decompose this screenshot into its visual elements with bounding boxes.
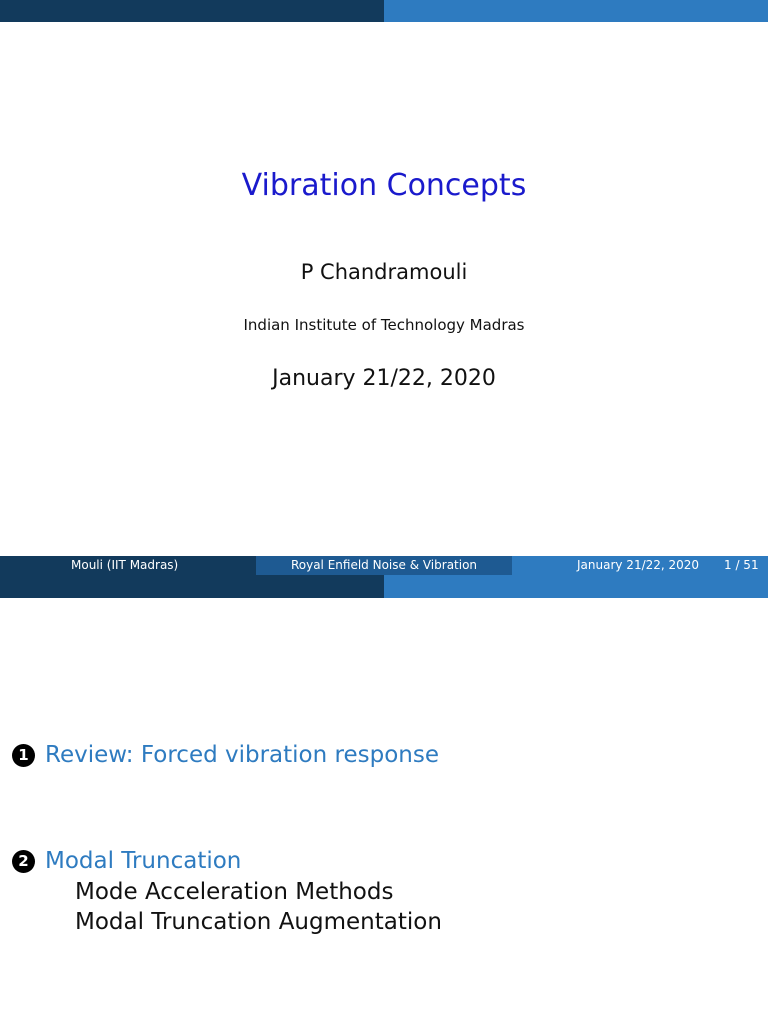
- footer-author: Mouli (IIT Madras): [71, 558, 179, 572]
- slide2-header-bar-dark: [0, 575, 384, 598]
- footer-date-segment: [512, 556, 768, 575]
- slide2-header-bar-light: [384, 575, 768, 598]
- outline-section-2[interactable]: [12, 848, 241, 874]
- footer-talk-title: Royal Enfield Noise & Vibration: [290, 558, 478, 572]
- footer-date: January 21/22, 2020: [577, 558, 700, 572]
- footer-page-number: 1 / 51: [724, 558, 759, 572]
- outline-subsection[interactable]: Modal Truncation Augmentation: [75, 909, 442, 935]
- slide-title: Vibration Concepts: [241, 168, 527, 203]
- section-number-badge: 1: [12, 744, 35, 767]
- author-name: P Chandramouli: [300, 260, 468, 284]
- outline-subsection[interactable]: Mode Acceleration Methods: [75, 879, 394, 905]
- footer-author-segment: [0, 556, 256, 575]
- footer-title-segment: [256, 556, 512, 575]
- institute-name: Indian Institute of Technology Madras: [243, 316, 525, 334]
- presentation-date: January 21/22, 2020: [272, 366, 496, 391]
- outline-section-1[interactable]: [12, 742, 439, 768]
- slide-footer: [0, 556, 768, 575]
- section-label: Review: Forced vibration response: [45, 742, 439, 768]
- slide1-header-bar-dark: [0, 0, 384, 22]
- slide1-header-bar-light: [384, 0, 768, 22]
- section-number-badge: 2: [12, 850, 35, 873]
- section-label: Modal Truncation: [45, 848, 242, 874]
